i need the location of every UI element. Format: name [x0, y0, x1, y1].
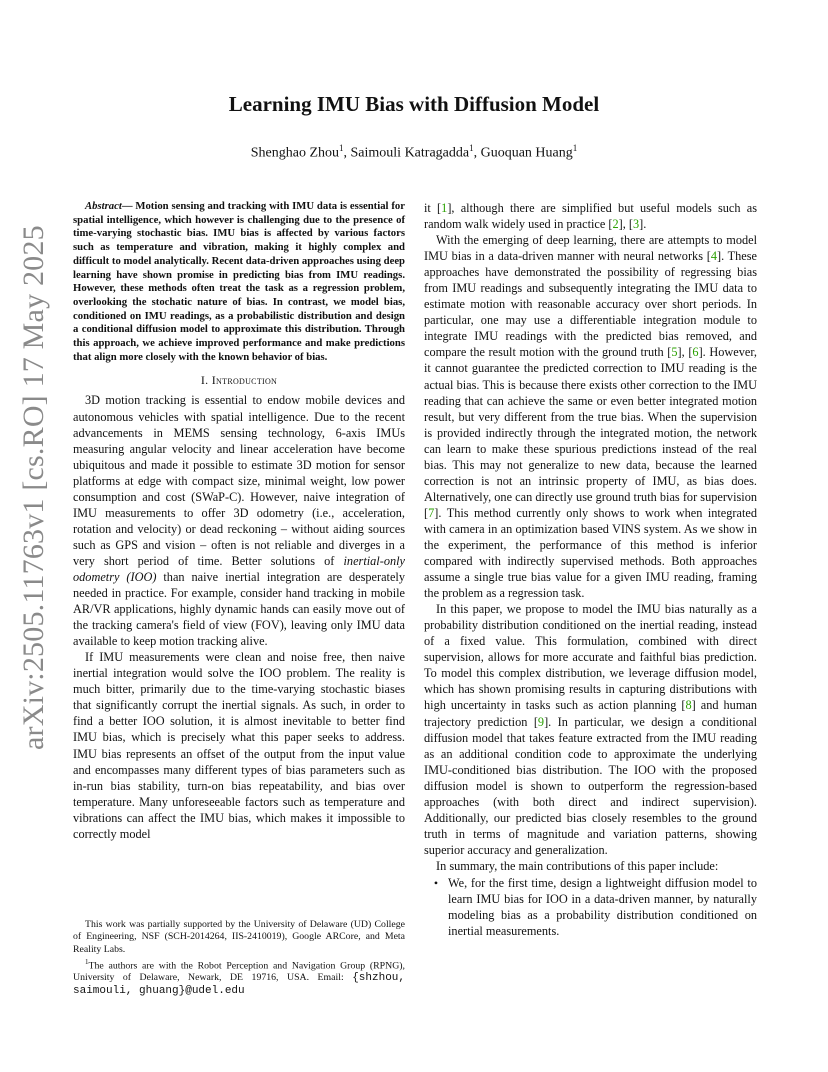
paper-title: Learning IMU Bias with Diffusion Model	[228, 92, 600, 116]
left-column	[73, 200, 405, 842]
author-affiliation-mark: 1	[339, 143, 344, 153]
author-name: Shenghao Zhou	[250, 145, 340, 161]
paragraph-text: ], [	[618, 217, 633, 232]
footnote-affiliation	[73, 956, 405, 997]
intro-p1-text-a: 3D motion tracking is essential to endow mobile devices and autonomous vehicles with spatial intelligence. Due to the recent advancements in MEMS sensing technology, 6-axis IMUs measuring angular velocity and linear acceleration have become ubiquitous and made it possible to estimate 3D motion for sensor platforms at edge with compact size, minimal weight, low power consumption and cost (SWaP-C). However, naive integration of IMU measurements to offer 3D odometry (i.e., acceleration, rotation and velocity) or dead reckoning – without aiding sources such as GPS and vision – often is not reliable and diverges in a very short period of time. Better solutions of	[73, 393, 405, 568]
paragraph-text: ] and human trajectory prediction [	[424, 698, 758, 729]
paragraph-text: ]. However, it cannot guarantee the predicted correction to IMU reading is the actual bias. This is because there exists other correction to the IMU reading that can achieve the same or even better integrated motion result, but very different from the true bias. When the supervision is provided indirectly through the integrated motion, the network can learn to make these spurious predictions instead of the real bias. This may not generalize to new data, because the learned correction is not an intrinsic property of IMU, as bias does. Alternatively, one can directly use ground truth bias for supervision [	[424, 345, 757, 520]
bullet-marker: •	[433, 875, 439, 890]
right-paragraph-1	[424, 200, 757, 232]
citation-link[interactable]: 2	[612, 217, 619, 232]
contribution-item	[424, 875, 757, 939]
author-separator: ,	[473, 145, 481, 161]
footnote-mark: 1	[85, 957, 89, 966]
paragraph-text: ], although there are simplified but useful models such as random walk widely used in practice [	[424, 201, 757, 232]
paragraph-text: In this paper, we propose to model the IMU bias naturally as a probability distribution conditioned on the inertial reading, instead of a fixed value. This formulation, combined with direct supervision, allows for more accurate and faithful bias prediction. To model this complex distribution, we leverage diffusion model, which has shown promising results in capturing distributions with high uncertainty in tasks such as action planning [	[424, 602, 757, 713]
paragraph-text: ]. This method currently only shows to work when integrated with camera in an optimization based VINS system. As we show in the experiment, the performance of this method is inferior compared with indirectly supervised methods. Both approaches assume a single true bias value for a given IMU reading, framing the problem as a regression task.	[424, 505, 757, 601]
author-name: Saimouli Katragadda	[350, 145, 470, 161]
paragraph-text: ]. In particular, we design a conditional diffusion model that takes feature extracted from the IMU reading as an additional condition code to approximate the underlying IMU-conditioned bias distribution. The IOO with the proposed diffusion model is shown to outperform the regression-based approaches (with both direct and indirect supervision). Additionally, our predicted bias closely resembles to the ground truth in terms of magnitude and variation patterns, showing superior accuracy and generalization.	[424, 714, 757, 857]
intro-p1-text-b: than naive inertial integration are desperately needed in practice. For example, consider hand tracking in mobile AR/VR applications, highly dynamic hands can easily move out of the tracking camera's field of view (FOV), leaving only IMU data available to keep motion tracking alive.	[73, 570, 405, 649]
right-column	[424, 200, 757, 939]
intro-p1-emphasis: inertial-only odometry (IOO)	[73, 553, 405, 584]
paragraph-text: ]. These approaches have demonstrated the possibility of regressing bias from IMU readings and subsequently integrating the IMU data to estimate motion with reasonable accuracy over short periods. In particular, one may use a differentiable integration module to integrate IMU readings with the predicted bias removed, and compare the result motion with the ground truth [	[424, 249, 757, 360]
contribution-text: We, for the first time, design a lightweight diffusion model to learn IMU bias for IOO in a data-driven manner, by naturally modeling bias as a probability distribution conditioned on inertial measurements.	[448, 875, 757, 939]
citation-link[interactable]: 7	[428, 505, 435, 520]
citation-link[interactable]: 5	[671, 345, 678, 360]
citation-link[interactable]: 4	[710, 249, 717, 264]
abstract-text: Motion sensing and tracking with IMU data is essential for spatial intelligence, which however is challenging due to the presence of time-varying stochastic bias. IMU bias is affected by various factors such as temperature and vibration, making it highly complex and difficult to model analytically. Recent data-driven approaches using deep learning have shown promise in predicting bias from IMU readings. However, these methods often treat the task as a regression problem, overlooking the stochatic nature of bias. In contrast, we model bias, conditioned on IMU readings, as a probabilistic distribution and design a conditional diffusion model to approximate this distribution. Through this approach, we achieve improved performance and make predictions that align more closely with the known behavior of bias.	[73, 200, 406, 363]
author-affiliation-mark: 1	[572, 143, 578, 153]
citation-link[interactable]: 3	[633, 217, 640, 232]
citation-link[interactable]: 8	[685, 698, 692, 713]
author-name: Guoquan Huang	[480, 145, 573, 161]
footnote-funding: This work was partially supported by the University of Delaware (UD) College of Engineering, NSF (SCH-2014264, IIS-2410019), Google ARCore, and Meta Reality Labs.	[73, 919, 405, 955]
author-affiliation-mark: 1	[469, 143, 474, 153]
right-paragraph-4: In summary, the main contributions of this paper include:	[436, 858, 719, 873]
citation-link[interactable]: 9	[537, 714, 545, 729]
abstract-dash: —	[121, 200, 136, 212]
author-list	[0, 143, 828, 162]
paragraph-text: ].	[639, 217, 647, 232]
abstract	[73, 200, 405, 364]
intro-paragraph-2: If IMU measurements were clean and noise free, then naive inertial integration would solve the IOO problem. The reality is much bitter, primarily due to the time-varying stochastic biases that significantly corrupt the inertial signals. As such, in order to find a better IOO solution, it is almost inevitable to better find IMU bias, which is precisely what this paper seeks to address. IMU bias represents an offset of the output from the input value and encompasses many different types of bias parameters such as in-run bias stability, turn-on bias repeatability, and bias over temperature. Many unforeseeable factors such as temperature and vibrations can affect the IMU bias, which makes it impossible to correctly model	[73, 650, 405, 841]
right-paragraph-3	[424, 601, 757, 858]
footnotes	[73, 919, 405, 997]
paragraph-text: it [	[424, 201, 442, 215]
paragraph-text: ], [	[677, 345, 693, 360]
intro-paragraph-1	[73, 392, 405, 649]
footnote-affiliation-text: The authors are with the Robot Perception and Navigation Group (RPNG), University of Delaware, Newark, DE 19716, USA. Email:	[73, 960, 405, 984]
right-paragraph-2	[424, 232, 757, 601]
section-heading: I. Introduction	[200, 373, 278, 388]
arxiv-stamp: arXiv:2505.11763v1 [cs.RO] 17 May 2025	[17, 225, 50, 750]
citation-link[interactable]: 1	[441, 201, 448, 215]
author-separator: ,	[343, 145, 351, 161]
abstract-label: Abstract	[85, 200, 122, 212]
citation-link[interactable]: 6	[692, 345, 699, 360]
footnote-email: {shzhou, saimouli, ghuang}@udel.edu	[73, 972, 405, 997]
paragraph-text: With the emerging of deep learning, there are attempts to model IMU bias in a data-driven manner with neural networks [	[424, 233, 757, 264]
